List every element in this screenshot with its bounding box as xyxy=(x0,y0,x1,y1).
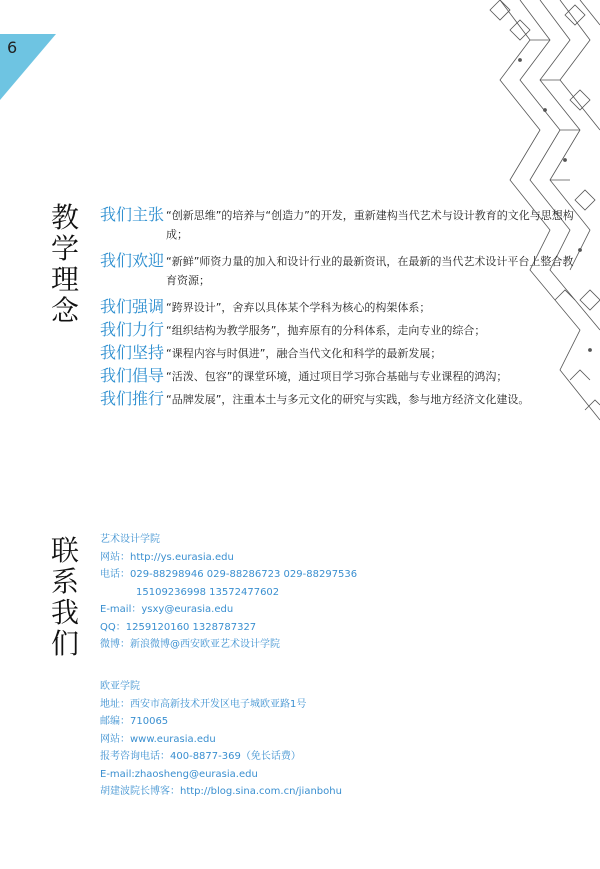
list-item: 我们主张 “创新思维”的培养与“创造力”的开发，重新建构当代艺术与设计教育的文化与思想构成； xyxy=(100,205,574,241)
contact-line: 地址：西安市高新技术开发区电子城欧亚路1号 xyxy=(100,698,307,710)
contact-line: 电话：029-88298946 029-88286723 029-88297536 xyxy=(100,569,358,580)
contact-line: 微博：新浪微博@西安欧亚艺术设计学院 xyxy=(100,639,280,650)
page-number: 6 xyxy=(7,38,18,57)
contact-line: E-mail：ysxy@eurasia.edu xyxy=(100,604,234,615)
contact-line: 报考咨询电话：400-8877-369（免长话费） xyxy=(100,751,301,762)
contact-line: 网站：www.eurasia.edu xyxy=(100,733,216,745)
contact-line: 胡建波院长博客：http://blog.sina.com.cn/jianbohu xyxy=(100,786,342,797)
contact-line: 15109236998 13572477602 xyxy=(136,586,280,598)
list-item: 我们力行 “组织结构为教学服务”，抛弃原有的分科体系，走向专业的综合； xyxy=(100,320,486,339)
contact-line: 邮编：710065 xyxy=(100,716,169,727)
philosophy-list xyxy=(100,204,580,411)
list-item: 我们欢迎 “新鲜”师资力量的加入和设计行业的最新资讯，在最新的当代艺术设计平台上整合教育资源； xyxy=(100,251,574,287)
contact-line: 网站：http://ys.eurasia.edu xyxy=(100,551,234,563)
philosophy-title: 教 学 理 念 xyxy=(50,201,79,327)
contact-line: 欧亚学院 xyxy=(100,681,140,692)
contact-title: 联 系 我 们 xyxy=(50,534,79,660)
contact-line: QQ：1259120160 1328787327 xyxy=(100,621,257,633)
contact-block-eurasia xyxy=(100,678,342,801)
list-item: 我们强调 “跨界设计”，舍弃以具体某个学科为核心的构架体系； xyxy=(100,297,431,316)
contact-block-art-college xyxy=(100,531,357,654)
list-item: 我们推行 “品牌发展”，注重本土与多元文化的研究与实践，参与地方经济文化建设。 xyxy=(100,389,530,408)
contact-line: E-mail:zhaosheng@eurasia.edu xyxy=(100,768,258,780)
list-item: 我们倡导 “活泼、包容”的课堂环境，通过项目学习弥合基础与专业课程的鸿沟； xyxy=(100,366,508,385)
contact-line: 艺术设计学院 xyxy=(100,534,160,545)
list-item: 我们坚持 “课程内容与时俱进”，融合当代文化和科学的最新发展； xyxy=(100,343,442,362)
